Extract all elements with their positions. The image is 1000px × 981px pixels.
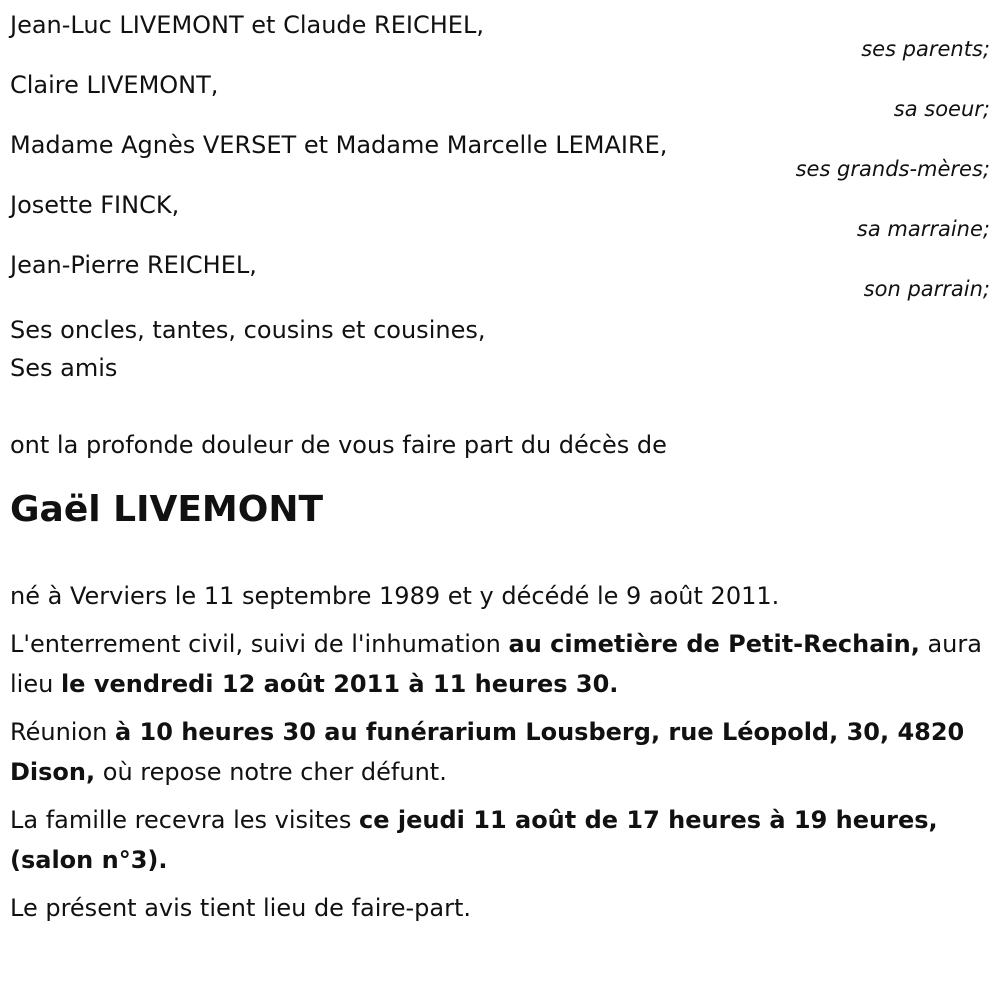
family-relation: ses parents; bbox=[861, 37, 990, 61]
birth-death-text: né à Verviers le 11 septembre 1989 et y décédé le 9 août 2011. bbox=[10, 582, 780, 610]
family-relation: ses grands-mères; bbox=[795, 157, 990, 181]
family-name: Madame Agnès VERSET et Madame Marcelle LEMAIRE, bbox=[10, 131, 668, 159]
family-name: Jean-Luc LIVEMONT et Claude REICHEL, bbox=[10, 11, 484, 39]
visits-text-1: La famille recevra les visites bbox=[10, 806, 360, 834]
visits-time: ce jeudi 11 août de 17 heures à 19 heures, (salon n°3). bbox=[10, 806, 938, 874]
family-entry-godmother bbox=[10, 190, 990, 242]
family-name: Jean-Pierre REICHEL, bbox=[10, 251, 257, 279]
meeting-location: à 10 heures 30 au funérarium Lousberg, rue Léopold, 30, 4820 Dison, bbox=[10, 718, 965, 786]
relatives-line: Ses oncles, tantes, cousins et cousines, bbox=[10, 316, 486, 344]
visits-paragraph bbox=[10, 800, 990, 880]
family-relation: sa soeur; bbox=[893, 97, 990, 121]
funeral-text-2: aura lieu bbox=[10, 630, 982, 698]
meeting-paragraph bbox=[10, 712, 990, 792]
family-entry-sister bbox=[10, 70, 990, 122]
funeral-paragraph bbox=[10, 624, 990, 704]
family-entry-godfather bbox=[10, 250, 990, 302]
announcement-text: ont la profonde douleur de vous faire part du décès de bbox=[10, 431, 667, 459]
deceased-name: Gaël LIVEMONT bbox=[10, 489, 324, 530]
family-relation: sa marraine; bbox=[856, 217, 990, 241]
family-relation: son parrain; bbox=[863, 277, 990, 301]
family-entry-grandmothers bbox=[10, 130, 990, 182]
meeting-text-2: où repose notre cher défunt. bbox=[95, 758, 447, 786]
funeral-cemetery: au cimetière de Petit-Rechain, bbox=[508, 630, 920, 658]
friends-line: Ses amis bbox=[10, 354, 118, 382]
family-name: Claire LIVEMONT, bbox=[10, 71, 219, 99]
closing-text: Le présent avis tient lieu de faire-part. bbox=[10, 894, 472, 922]
family-entry-parents bbox=[10, 0, 990, 62]
family-name: Josette FINCK, bbox=[10, 191, 180, 219]
funeral-date: le vendredi 12 août 2011 à 11 heures 30. bbox=[60, 670, 619, 698]
meeting-text-1: Réunion bbox=[10, 718, 115, 746]
funeral-text-1: L'enterrement civil, suivi de l'inhumation bbox=[10, 630, 509, 658]
